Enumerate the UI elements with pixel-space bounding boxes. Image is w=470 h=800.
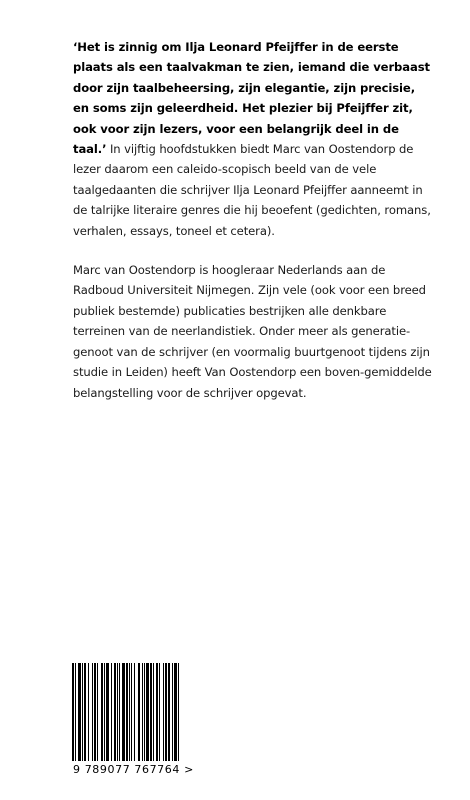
barcode-bar <box>129 663 130 761</box>
barcode-bar <box>78 663 81 761</box>
barcode-bar <box>156 663 158 761</box>
barcode-image <box>70 663 200 767</box>
barcode-bar <box>94 663 96 761</box>
barcode-bar <box>144 663 145 761</box>
barcode-bar <box>163 663 164 761</box>
barcode-bar <box>72 663 74 761</box>
barcode-bar <box>126 663 128 761</box>
barcode-bar <box>106 663 109 761</box>
intro-text: In vijftig hoofdstukken biedt Marc van Oostendorp de lezer daarom een caleido-scopisch beeld van de vele taalgedaanten die schrijver Ilja Leonard Pfeijffer aanneemt in de talrijke literaire genres die hij beoefent (gedichten, romans, verhalen, essays, toneel et cetera). <box>73 142 431 238</box>
isbn-digits: 9 789077 767764 > <box>73 763 194 776</box>
barcode-bar <box>114 663 116 761</box>
barcode-bar <box>82 663 83 761</box>
barcode-bar <box>150 663 152 761</box>
barcode-bar <box>165 663 167 761</box>
barcode-bar <box>174 663 177 761</box>
barcode-bar <box>142 663 143 761</box>
barcode-bar <box>84 663 86 761</box>
barcode-bar <box>88 663 89 761</box>
barcode-bar <box>134 663 135 761</box>
barcode-bar <box>75 663 76 761</box>
barcode-bar <box>131 663 132 761</box>
back-cover-text <box>73 37 433 403</box>
barcode-bar <box>97 663 98 761</box>
barcode-bar <box>153 663 154 761</box>
barcode-bar <box>117 663 118 761</box>
barcode-bar <box>119 663 120 761</box>
barcode-bar <box>159 663 160 761</box>
barcode-bar <box>178 663 179 761</box>
barcode-bar <box>101 663 103 761</box>
barcode-bar <box>92 663 93 761</box>
pull-quote: ‘Het is zinnig om Ilja Leonard Pfeijffer in de eerste plaats als een taalvakman te zien, iemand die verbaast door zijn taalbeheersing, zijn elegantie, zijn precisie, en soms zijn geleerdheid. Het plezier bij Pfeijffer zit, ook voor zijn lezers, voor een belangrijk deel in de taal.’ <box>73 40 430 157</box>
author-bio: Marc van Oostendorp is hoogleraar Nederlands aan de Radboud Universiteit Nijmegen. Zijn vele (ook voor een breed publiek bestemde) publicaties bestrijken alle denkbare terreinen van de neerlandistiek. Onder meer als generatie-genoot van de schrijver (en voormalig buurtgenoot tijdens zijn studie in Leiden) heeft Van Oostendorp een boven-gemiddelde belangstelling voor de schrijver opgevat. <box>73 263 432 400</box>
barcode-bar <box>168 663 170 761</box>
blurb-paragraph <box>73 37 433 241</box>
barcode-bar <box>172 663 173 761</box>
barcode-bar <box>104 663 105 761</box>
barcode-bar <box>146 663 149 761</box>
barcode-bar <box>111 663 112 761</box>
barcode-bar <box>138 663 140 761</box>
barcode-bar <box>122 663 125 761</box>
